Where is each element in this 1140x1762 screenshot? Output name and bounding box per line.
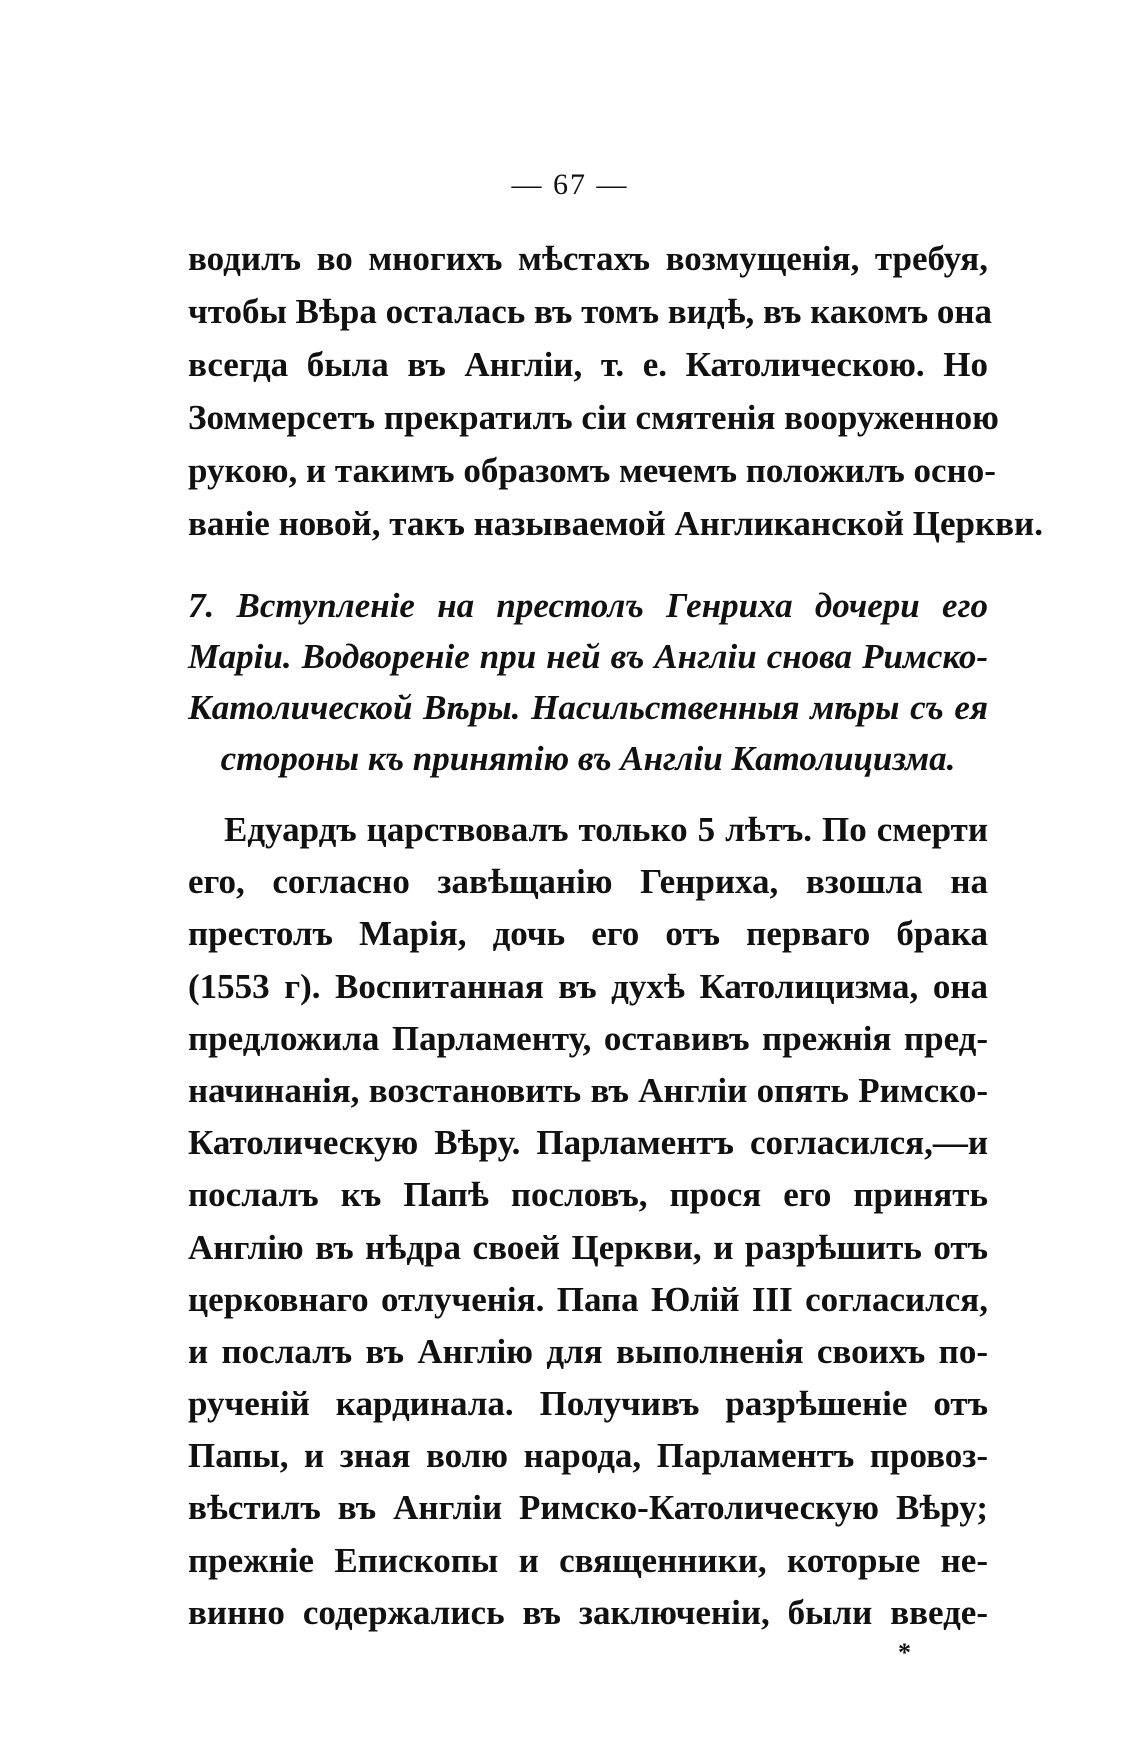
text-line: церковнаго отлученія. Папа Юлій III согласился,: [188, 1279, 988, 1319]
text-line: чтобы Вѣра осталась въ томъ видѣ, въ какомъ она: [188, 292, 993, 331]
text-line: послалъ къ Папѣ пословъ, прося его принять: [188, 1175, 988, 1215]
footnote-mark: *: [898, 1638, 911, 1667]
heading-line: Маріи. Водвореніе при ней въ Англіи снова Римско-: [188, 637, 988, 676]
text-line: его, согласно завѣщанію Генриха, взошла на: [188, 862, 988, 902]
text-line: всегда была въ Англіи, т. е. Католическою. Но: [188, 345, 988, 384]
text-line: предложила Парламенту, оставивъ прежнія пред-: [188, 1018, 988, 1058]
text-line: Католическую Вѣру. Парламентъ согласился,—и: [188, 1123, 988, 1163]
text-line: прежніе Епископы и священники, которые не-: [188, 1540, 988, 1580]
page-number: — 67 —: [511, 168, 629, 201]
text-line: Англію въ нѣдра своей Церкви, и разрѣшить отъ: [188, 1227, 988, 1267]
text-line: начинанія, возстановить въ Англіи опять Римско-: [188, 1070, 988, 1110]
heading-line: 7. Вступленіе на престолъ Генриха дочери его: [188, 586, 988, 625]
text-line: рученій кардинала. Получивъ разрѣшеніе отъ: [188, 1384, 988, 1424]
text-line: Папы, и зная волю народа, Парламентъ провоз-: [188, 1436, 988, 1476]
text-line: ваніе новой, такъ называемой Англиканской Церкви.: [188, 504, 1043, 543]
text-line: Зоммерсетъ прекратилъ сіи смятенія вооруженною: [188, 398, 999, 437]
text-line: водилъ во многихъ мѣстахъ возмущенія, требуя,: [188, 239, 988, 278]
text-line: винно содержались въ заключеніи, были введе-: [188, 1592, 988, 1632]
text-line: вѣстилъ въ Англіи Римско-Католическую Вѣру;: [188, 1488, 988, 1528]
text-line: и послалъ въ Англію для выполненія своихъ по-: [188, 1331, 988, 1371]
text-line: рукою, и такимъ образомъ мечемъ положилъ осно-: [188, 451, 996, 490]
paragraph-main: [188, 804, 988, 1639]
text-line: (1553 г). Воспитанная въ духѣ Католицизма, она: [188, 966, 988, 1006]
heading-line: Католической Вѣры. Насильственныя мѣры съ ея: [188, 688, 988, 727]
section-heading: [188, 580, 988, 784]
paragraph-continuation: [188, 232, 1043, 550]
heading-line: стороны къ принятію въ Англіи Католицизма.: [220, 739, 956, 778]
text-line: престолъ Марія, дочь его отъ перваго брака: [188, 914, 988, 954]
text-line: Едуардъ царствовалъ только 5 лѣтъ. По смерти: [224, 810, 988, 849]
